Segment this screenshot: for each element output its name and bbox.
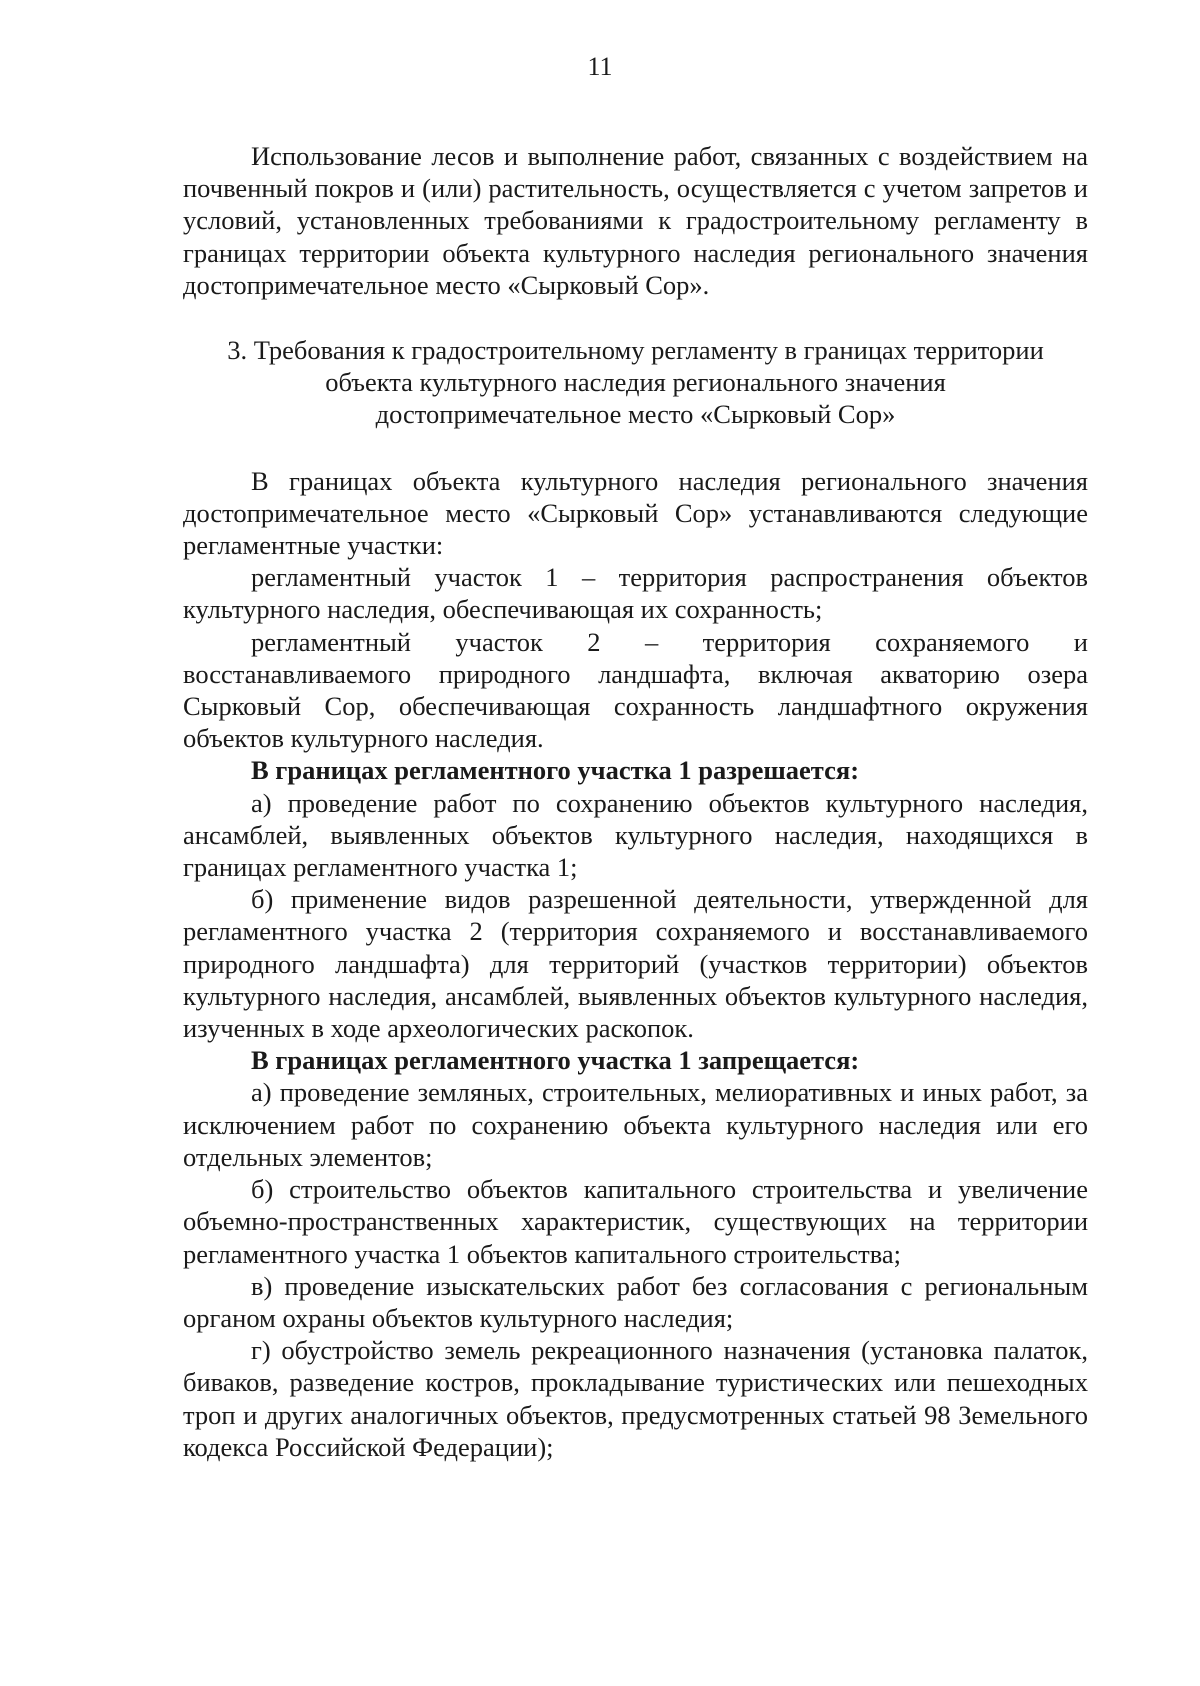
prohibited-heading: В границах регламентного участка 1 запрещается:: [251, 1045, 860, 1076]
intro-paragraph: Использование лесов и выполнение работ, связанных с воздействием на почвенный покров и (или) растительность, осуществляется с учетом запретов и условий, установленных требованиями к градостроительному регламенту в границах территории объекта культурного наследия регионального значения достопримечательное место «Сырковый Сор».: [183, 141, 1088, 300]
section-heading-line-2: объекта культурного наследия регионального значения: [325, 367, 946, 398]
prohibited-item-g: г) обустройство земель рекреационного назначения (установка палаток, биваков, разведение костров, прокладывание туристических или пешеходных троп и других аналогичных объектов, предусмотренных статьей 98 Земельного кодекса Российской Федерации);: [183, 1335, 1088, 1462]
prohibited-item-b: б) строительство объектов капитального строительства и увеличение объемно-пространственных характеристик, существующих на территории регламентного участка 1 объектов капитального строительства;: [183, 1174, 1088, 1269]
section-heading-line-1: 3. Требования к градостроительному регламенту в границах территории: [227, 335, 1044, 366]
allowed-heading: В границах регламентного участка 1 разрешается:: [251, 755, 860, 786]
prohibited-item-a: а) проведение земляных, строительных, мелиоративных и иных работ, за исключением работ по сохранению объекта культурного наследия или его отдельных элементов;: [183, 1077, 1088, 1172]
document-body: [183, 140, 1088, 1463]
allowed-item-a: а) проведение работ по сохранению объектов культурного наследия, ансамблей, выявленных объектов культурного наследия, находящихся в границах регламентного участка 1;: [183, 787, 1088, 883]
prohibited-item-v: в) проведение изыскательских работ без согласования с региональным органом охраны объектов культурного наследия;: [183, 1270, 1088, 1333]
section-heading-line-3: достопримечательное место «Сырковый Сор»: [375, 399, 896, 430]
paragraph-zone-2: регламентный участок 2 – территория сохраняемого и восстанавливаемого природного ландшафта, включая акваторию озера Сырковый Сор, обеспечивающая сохранность ландшафтного окружения объектов культурного наследия.: [183, 626, 1088, 754]
allowed-item-b: б) применение видов разрешенной деятельности, утвержденной для регламентного участка 2 (территория сохраняемого и восстанавливаемого природного ландшафта) для территорий (участков территории) объектов культурного наследия, ансамблей, выявленных объектов культурного наследия, изученных в ходе археологических раскопок.: [183, 884, 1088, 1044]
paragraph-zone-1: регламентный участок 1 – территория распространения объектов культурного наследия, обеспечивающая их сохранность;: [183, 562, 1088, 625]
paragraph-regulation-zones: В границах объекта культурного наследия регионального значения достопримечательное место «Сырковый Сор» устанавливаются следующие регламентные участки:: [183, 465, 1088, 561]
page-number: 11: [587, 52, 613, 81]
section-heading: [183, 334, 1088, 431]
